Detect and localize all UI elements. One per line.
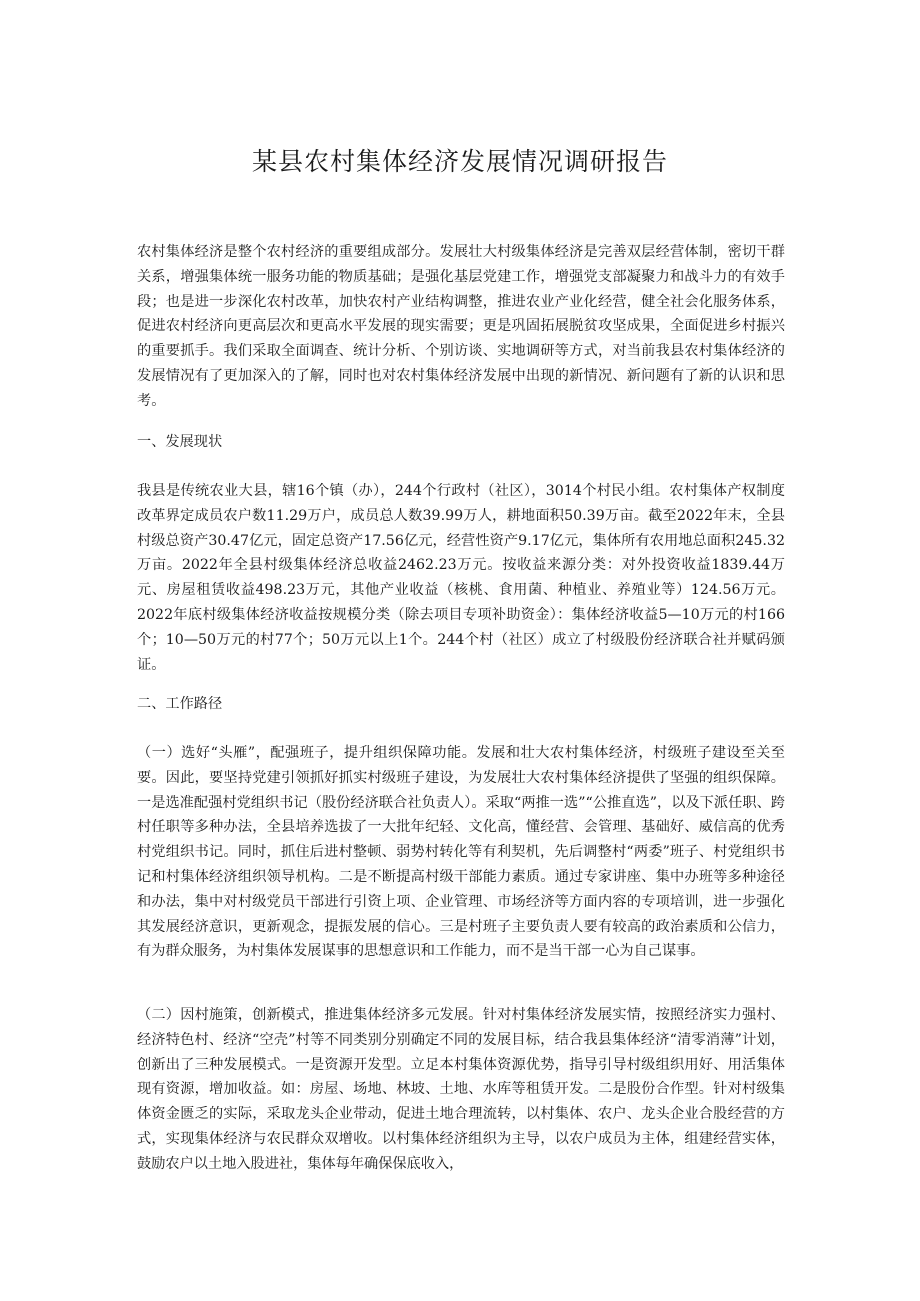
section-heading-work-path: 二、工作路径 xyxy=(137,696,223,712)
intro-paragraph: 农村集体经济是整个农村经济的重要组成部分。发展壮大村级集体经济是完善双层经营体制，密切干群关系，增强集体统一服务功能的物质基础；是强化基层党建工作，增强党支部凝聚力和战斗力的有效手段；也是进一步深化农村改革，加快农村产业结构调整，推进农业产业化经营，健全社会化服务体系，促进农村经济向更高层次和更高水平发展的现实需要；更是巩固拓展脱贫攻坚成果，全面促进乡村振兴的重要抓手。我们采取全面调查、统计分析、个别访谈、实地调研等方式，对当前我县农村集体经济的发展情况有了更加深入的了解，同时也对农村集体经济发展中出现的新情况、新问题有了新的认识和思考。 xyxy=(137,244,785,409)
section-heading-status: 一、发展现状 xyxy=(137,434,223,450)
document-title: 某县农村集体经济发展情况调研报告 xyxy=(251,147,668,176)
work-path-paragraph-1: （一）选好“头雁”，配强班子，提升组织保障功能。发展和壮大农村集体经济，村级班子建设至关至要。因此，要坚持党建引领抓好抓实村级班子建设，为发展壮大农村集体经济提供了坚强的组织保障。一是选准配强村党组织书记（股份经济联合社负责人）。采取“两推一选”“公推直选”，以及下派任职、跨村任职等多种办法，全县培养选拔了一大批年纪轻、文化高，懂经营、会管理、基础好、威信高的优秀村党组织书记。同时，抓住后进村整顿、弱势村转化等有利契机，先后调整村“两委”班子、村党组织书记和村集体经济组织领导机构。二是不断提高村级干部能力素质。通过专家讲座、集中办班等多种途径和办法，集中对村级党员干部进行引资上项、企业管理、市场经济等方面内容的专项培训，进一步强化其发展经济意识，更新观念，提振发展的信心。三是村班子主要负责人要有较高的政治素质和公信力，有为群众服务，为村集体发展谋事的思想意识和工作能力，而不是当干部一心为自己谋事。 xyxy=(137,745,785,960)
status-paragraph: 我县是传统农业大县，辖16个镇（办），244个行政村（社区），3014个村民小组。农村集体产权制度改革界定成员农户数11.29万户，成员总人数39.99万人，耕地面积50.39万亩。截至2022年末，全县村级总资产30.47亿元，固定总资产17.56亿元，经营性资产9.17亿元，集体所有农用地总面积245.32万亩。2022年全县村级集体经济总收益2462.23万元。按收益来源分类：对外投资收益1839.44万元、房屋租赁收益498.23万元，其他产业收益（核桃、食用菌、种植业、养殖业等）124.56万元。2022年底村级集体经济收益按规模分类（除去项目专项补助资金）：集体经济收益5—10万元的村166个；10—50万元的村77个；50万元以上1个。244个村（社区）成立了村级股份经济联合社并赋码颁证。 xyxy=(137,483,785,673)
work-path-paragraph-2: （二）因村施策，创新模式，推进集体经济多元发展。针对村集体经济发展实情，按照经济实力强村、经济特色村、经济“空壳”村等不同类别分别确定不同的发展目标，结合我县集体经济“清零消薄”计划，创新出了三种发展模式。一是资源开发型。立足本村集体资源优势，指导引导村级组织用好、用活集体现有资源，增加收益。如：房屋、场地、林坡、土地、水库等租赁开发。二是股份合作型。针对村级集体资金匮乏的实际，采取龙头企业带动，促进土地合理流转，以村集体、农户、龙头企业合股经营的方式，实现集体经济与农民群众双增收。以村集体经济组织为主导，以农户成员为主体，组建经营实体，鼓励农户以土地入股进社，集体每年确保保底收入， xyxy=(137,1007,785,1172)
